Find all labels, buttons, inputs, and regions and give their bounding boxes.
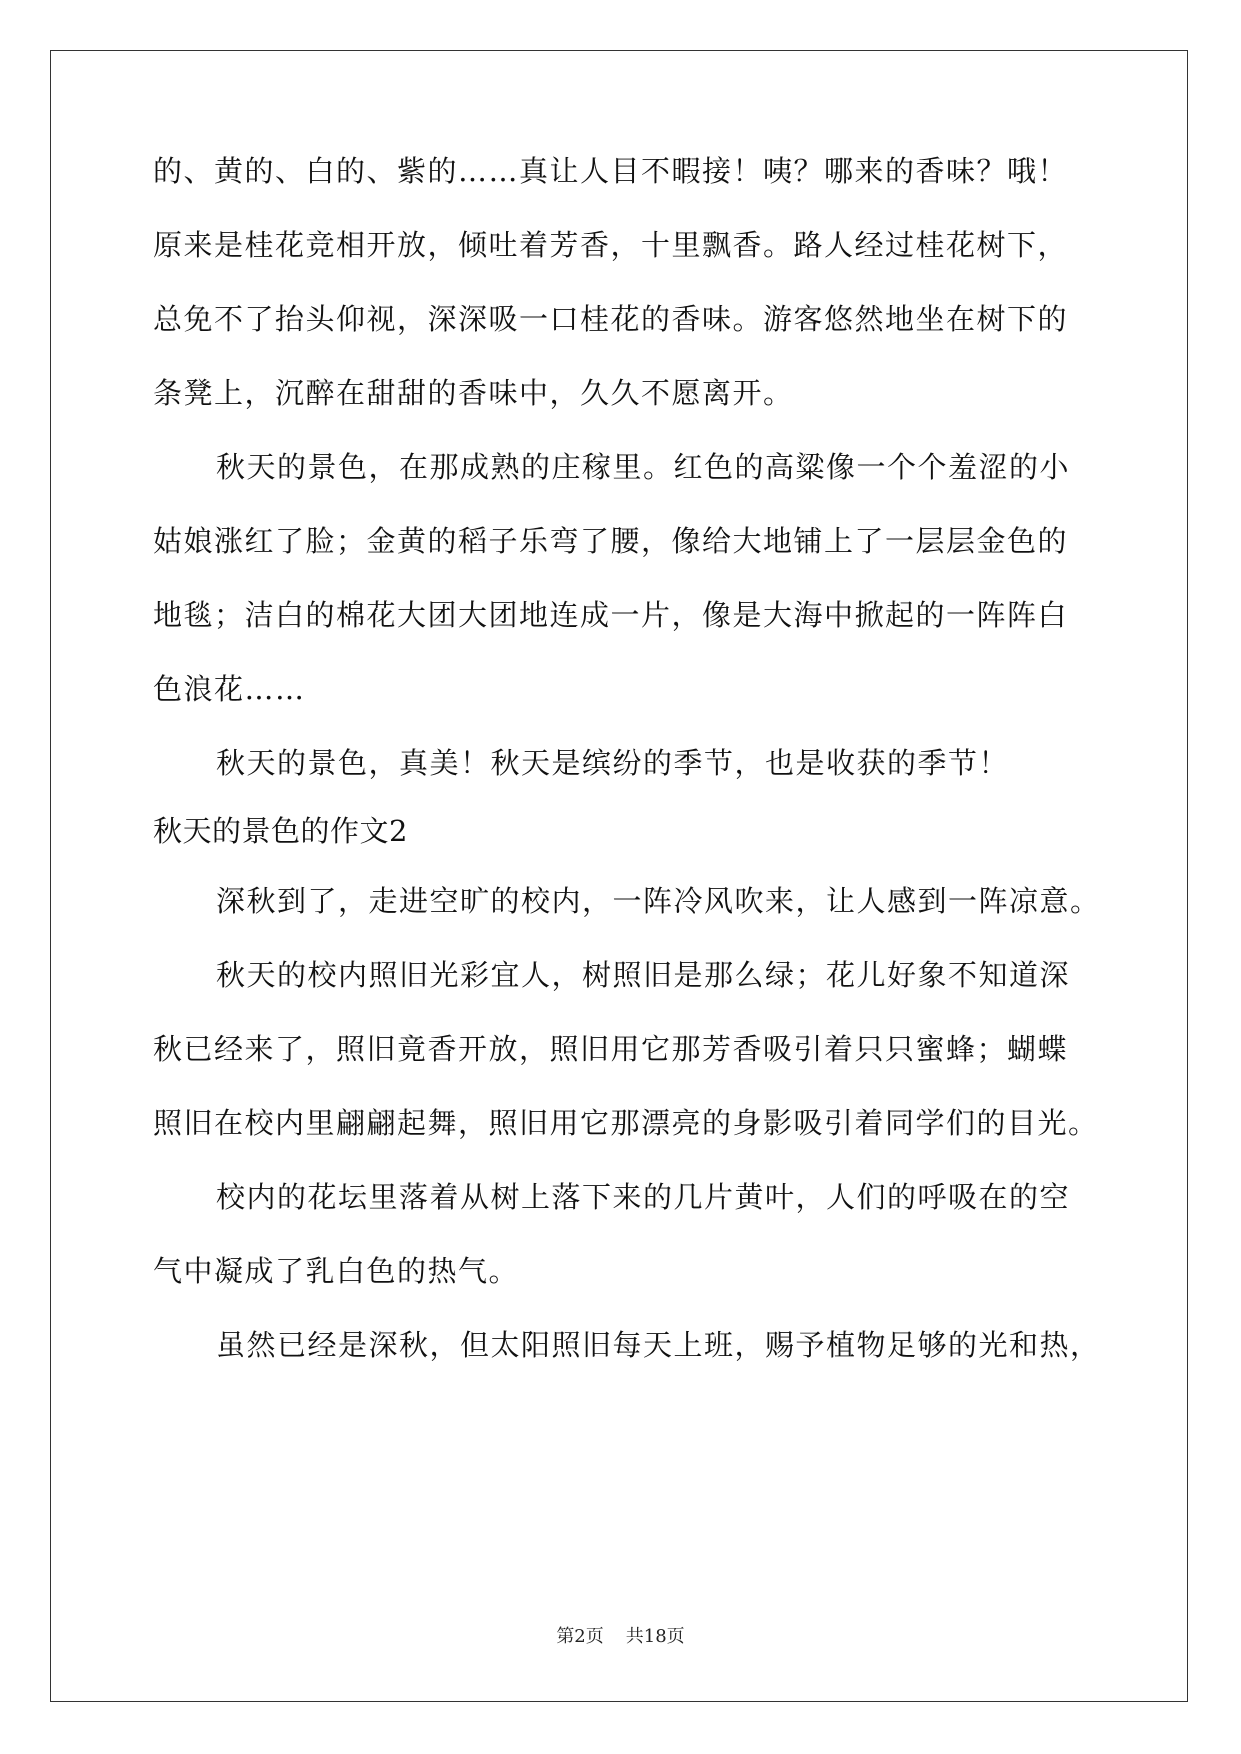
- paragraph-start-line: 秋天的景色，真美！秋天是缤纷的季节，也是收获的季节！: [216, 746, 1010, 780]
- text-line: 照旧在校内里翩翩起舞，照旧用它那漂亮的身影吸引着同学们的目光。: [153, 1106, 1099, 1140]
- paragraph-start-line: 秋天的景色，在那成熟的庄稼里。红色的高粱像一个个羞涩的小: [216, 450, 1071, 484]
- page-footer: [0, 1625, 1241, 1649]
- text-line: 的、黄的、白的、紫的……真让人目不暇接！咦？哪来的香味？哦！: [153, 154, 1069, 188]
- text-line: 原来是桂花竞相开放，倾吐着芳香，十里飘香。路人经过桂花树下，: [153, 228, 1069, 262]
- paragraph-start-line: 虽然已经是深秋，但太阳照旧每天上班，赐予植物足够的光和热，: [216, 1328, 1101, 1362]
- text-line: 气中凝成了乳白色的热气。: [153, 1254, 520, 1288]
- section-heading: 秋天的景色的作文2: [153, 814, 408, 848]
- text-line: 总免不了抬头仰视，深深吸一口桂花的香味。游客悠然地坐在树下的: [153, 302, 1069, 336]
- paragraph-start-line: 校内的花坛里落着从树上落下来的几片黄叶，人们的呼吸在的空: [216, 1180, 1071, 1214]
- text-line: 条凳上，沉醉在甜甜的香味中，久久不愿离开。: [153, 376, 794, 410]
- page-total: 共18页: [625, 1626, 685, 1647]
- text-line: 色浪花……: [153, 672, 306, 706]
- paragraph-start-line: 秋天的校内照旧光彩宜人，树照旧是那么绿；花儿好象不知道深: [216, 958, 1071, 992]
- text-line: 姑娘涨红了脸；金黄的稻子乐弯了腰，像给大地铺上了一层层金色的: [153, 524, 1069, 558]
- text-line: 秋已经来了，照旧竟香开放，照旧用它那芳香吸引着只只蜜蜂；蝴蝶: [153, 1032, 1069, 1066]
- page-number: 第2页: [556, 1626, 604, 1647]
- text-line: 地毯；洁白的棉花大团大团地连成一片，像是大海中掀起的一阵阵白: [153, 598, 1069, 632]
- page-border: [50, 50, 1188, 1702]
- paragraph-start-line: 深秋到了，走进空旷的校内，一阵冷风吹来，让人感到一阵凉意。: [216, 884, 1101, 918]
